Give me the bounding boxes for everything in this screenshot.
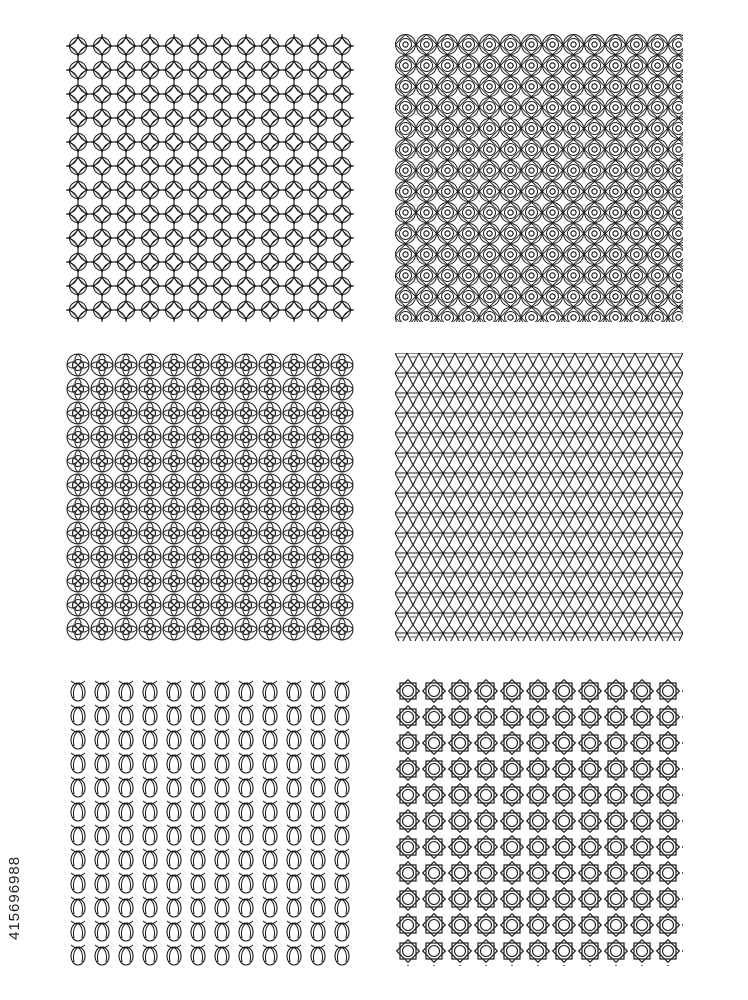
pattern-triangle-fan — [395, 353, 683, 641]
pattern-tile-3 — [66, 353, 354, 641]
pattern-tile-1 — [66, 34, 354, 322]
pattern-octagram-grid — [395, 678, 683, 966]
pattern-tile-5 — [66, 678, 354, 966]
pattern-tulip-rows — [66, 678, 354, 966]
pattern-tile-2 — [395, 34, 683, 322]
pattern-circles-lattice — [66, 34, 354, 322]
pattern-tile-4 — [395, 353, 683, 641]
stock-id-watermark: 415696988 — [6, 855, 23, 940]
pattern-quatrefoil-grid — [66, 353, 354, 641]
pattern-rings-grid — [395, 34, 683, 322]
pattern-tile-6 — [395, 678, 683, 966]
